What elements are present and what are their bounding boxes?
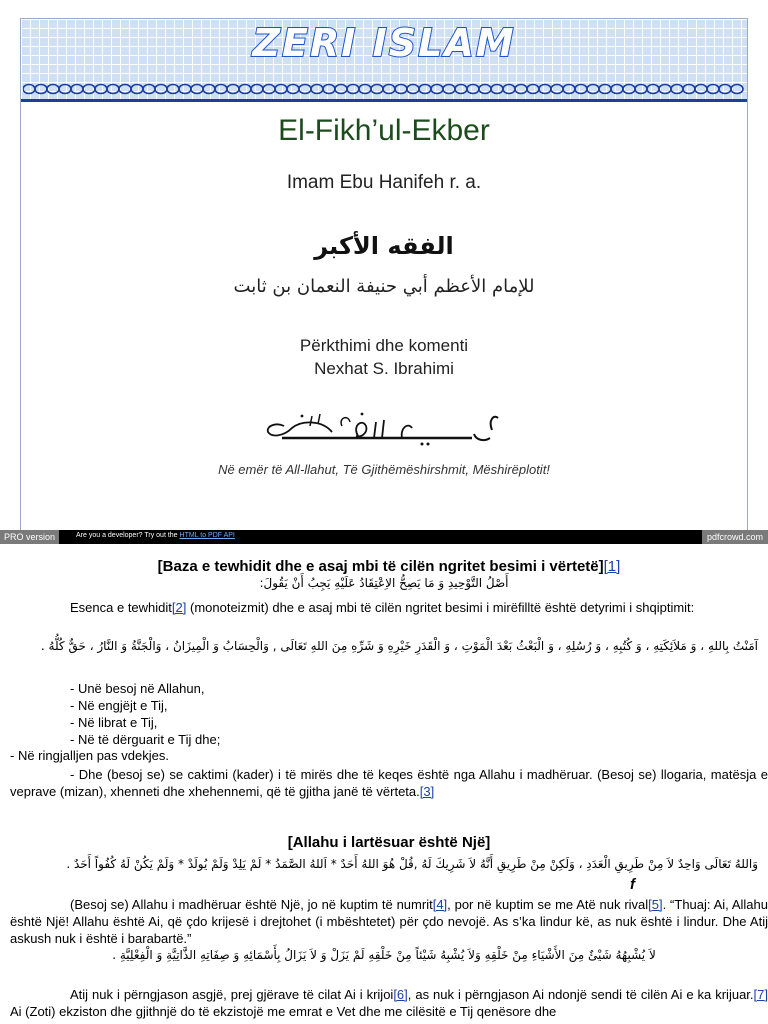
chain-link: [119, 85, 131, 94]
paragraph-text: Esenca e tewhidit: [70, 600, 172, 615]
banner-underline: [21, 99, 747, 102]
site-logo: ZERI ISLAM: [252, 21, 516, 65]
chain-link: [251, 85, 263, 94]
chain-link: [215, 85, 227, 94]
chain-link: [179, 85, 191, 94]
chain-link: [431, 85, 443, 94]
chain-link: [575, 85, 587, 94]
paragraph-text: , as nuk i përngjason Ai ndonjë sendi të cilën Ai e ka krijuar.: [407, 987, 754, 1002]
chain-link: [443, 85, 455, 94]
chain-link: [323, 85, 335, 94]
chain-link: [479, 85, 491, 94]
pdfcrowd-link[interactable]: pdfcrowd.com: [702, 530, 768, 544]
footnote-link-3[interactable]: [3]: [419, 784, 435, 799]
chain-link: [359, 85, 371, 94]
section-heading-oneness: [Allahu i lartësuar është Një]: [287, 834, 491, 851]
chain-link: [47, 85, 59, 94]
chain-link: [287, 85, 299, 94]
footnote-link-1[interactable]: [1]: [603, 558, 621, 575]
pdf-converter-bar: [0, 530, 768, 544]
chain-link: [371, 85, 383, 94]
basmala-calligraphy: [262, 408, 502, 450]
chain-link: [647, 85, 659, 94]
paragraph-text: Atij nuk i përngjason asgjë, prej gjërave të cilat Ai i krijoi: [70, 987, 394, 1002]
chain-link: [107, 85, 119, 94]
footnote-link-4[interactable]: [4]: [432, 897, 448, 912]
developer-note-text: Are you a developer? Try out the: [76, 532, 178, 539]
chain-link: [563, 85, 575, 94]
chain-link: [491, 85, 503, 94]
footnote-link-5[interactable]: [5]: [648, 897, 663, 912]
paragraph-text: - Dhe (besoj se) se caktimi (kader) i të mirës dhe të keqes është nga Allahu i madhëruar. (Besoj se) llogaria, matësja e veprave (mizan), xhenneti dhe xhehennemi, që të gjitha janë të vërteta.: [10, 767, 768, 799]
chain-link: [407, 85, 419, 94]
chain-link: [623, 85, 635, 94]
arabic-text-1: أَصْلُ التَّوْحِيدِ وَ مَا يَصِحُّ الاِعْتِقَادُ عَلَيْهِ يَجِبُ أَنْ يَقُولَ:: [259, 576, 509, 590]
chain-link: [227, 85, 239, 94]
section-heading-text: [Baza e tewhidit dhe e asaj mbi të cilën ngritet besimi i vërtetë]: [157, 558, 604, 575]
belief-list: [70, 680, 670, 748]
chain-link: [539, 85, 551, 94]
chain-link: [707, 85, 719, 94]
chain-link: [395, 85, 407, 94]
chain-link: [299, 85, 311, 94]
paragraph-text: (monoteizmit) dhe e asaj mbi të cilën ngritet besimi i mirëfilltë është detyrimi i shqiptimit:: [186, 600, 695, 615]
chain-link: [191, 85, 203, 94]
chain-link: [683, 85, 695, 94]
chain-link: [503, 85, 515, 94]
paragraph-text: . “Thuaj: Ai, Allahu është Një! Allahu është Ai, që çdo krijesë i drejtohet (i mbështetet) për çdo nevojë. As s’ka lindur kë, as nuk është i lindur. Dhe Atij askush nuk i është i barabartë.”: [10, 897, 768, 946]
footnote-link-6[interactable]: [6]: [393, 987, 408, 1002]
list-item: - Në ringjalljen pas vdekjes.: [10, 748, 169, 763]
basmala-translation: Në emër të All-llahut, Të Gjithëmëshirshmit, Mëshirëplotit!: [218, 462, 550, 477]
arabic-text-2: آمَنْتُ بِاللهِ ، وَ مَلاَئِكَتِهِ ، وَ كُتُبِهِ ، وَ رُسُلِهِ ، وَ الْبَعْثُ بَعْدَ الْمَوْتِ ، وَ الْقَدَرِ خَيْرِهِ وَ شَرِّهِ مِنَ اللهِ تَعَالَى , وَالْحِسَابُ وَ الْمِيزَانُ ، وَالْجَنَّةُ وَ النَّارُ ، حَقٌّ كُلُّهُ .: [40, 639, 758, 653]
chain-link: [95, 85, 107, 94]
arabic-subtitle: للإمام الأعظم أبي حنيفة النعمان بن ثابت: [233, 276, 535, 297]
chain-link: [515, 85, 527, 94]
footnote-link-7[interactable]: [7]: [753, 987, 768, 1002]
paragraph-text: , por në kuptim se me Atë nuk rival: [447, 897, 649, 912]
paragraph-resemblance: [10, 986, 768, 1020]
paragraph-text: (Besoj se) Allahu i madhëruar është Një, jo në kuptim të numrit: [70, 897, 433, 912]
footnote-link-2[interactable]: [2]: [171, 600, 187, 615]
chain-link: [419, 85, 431, 94]
paragraph-oneness: [10, 896, 768, 947]
chain-link: [23, 85, 35, 94]
list-item: - Në librat e Tij,: [70, 715, 158, 730]
chain-link: [275, 85, 287, 94]
chain-link: [203, 85, 215, 94]
chain-link: [719, 85, 731, 94]
pro-version-badge[interactable]: PRO version: [0, 530, 59, 544]
chain-link: [143, 85, 155, 94]
content-page: [0, 544, 768, 1024]
chain-link: [83, 85, 95, 94]
chain-link: [347, 85, 359, 94]
chain-link: [263, 85, 275, 94]
paragraph-kader: [10, 766, 768, 800]
developer-note: [76, 532, 235, 539]
list-item: - Në engjëjt e Tij,: [70, 698, 168, 713]
translator-name: Nexhat S. Ibrahimi: [314, 359, 454, 378]
section-heading-tewhid: [10, 558, 768, 575]
html-to-pdf-api-link[interactable]: HTML to PDF API: [179, 532, 235, 539]
chain-link: [239, 85, 251, 94]
chain-link: [311, 85, 323, 94]
chain-link: [551, 85, 563, 94]
chain-link: [599, 85, 611, 94]
chain-link: [455, 85, 467, 94]
chain-link: [35, 85, 47, 94]
chain-link: [695, 85, 707, 94]
chain-link: [59, 85, 71, 94]
chain-link: [155, 85, 167, 94]
arabic-text-3: وَاللهُ تَعَالَى وَاحِدٌ لاَ مِنْ طَرِيقِ الْعَدَدِ ، وَلَكِنْ مِنْ طَرِيقِ أَنَّهُ لاَ شَرِيكَ لَهُ ,قُلْ هُوَ اللهُ أَحَدٌ * اَللهُ الصَّمَدُ * لَمْ يَلِدْ وَلَمْ يُولَدْ * وَلَمْ يَكُنْ لَهُ كُفُواً أَحَدٌ .: [66, 857, 758, 871]
chain-link: [467, 85, 479, 94]
paragraph-essence: [10, 600, 768, 615]
arabic-title: الفقه الأكبر: [314, 232, 454, 260]
list-item: - Në të dërguarit e Tij dhe;: [70, 732, 221, 747]
translation-label: Përkthimi dhe komenti: [299, 336, 469, 355]
chain-link: [383, 85, 395, 94]
chain-link: [611, 85, 623, 94]
site-banner: [21, 19, 747, 99]
paragraph-text: Ai (Zoti) ekziston dhe gjithnjë do të ekzistojë me emrat e Vet dhe me cilësitë e Tij qenësore dhe: [10, 1004, 557, 1019]
chain-link: [71, 85, 83, 94]
book-author: Imam Ebu Hanifeh r. a.: [286, 172, 482, 193]
chain-link: [671, 85, 683, 94]
chain-ornament: [23, 81, 745, 97]
chain-link: [335, 85, 347, 94]
list-item: - Unë besoj në Allahun,: [70, 681, 205, 696]
arabic-glyph-mark: f: [630, 876, 635, 893]
arabic-text-4: لاَ يُشْبِهُهُ شَيْئٌ مِنَ الأَشْيَاءِ مِنْ خَلْقِهِ وَلاَ يُشْبِهُ شَيْئاً مِنْ خَلْقِهِ لَمْ يَزَلْ وَ لاَ يَزَالُ بِأَسْمَائِهِ وَ صِفَاتِهِ الذَّاتِيَّةِ وَ الْفِعْلِيَّةِ .: [112, 948, 656, 962]
chain-link: [587, 85, 599, 94]
chain-link: [731, 85, 743, 94]
chain-link: [167, 85, 179, 94]
chain-link: [659, 85, 671, 94]
chain-link: [635, 85, 647, 94]
chain-link: [527, 85, 539, 94]
book-title: El-Fikh’ul-Ekber: [278, 114, 490, 147]
chain-link: [131, 85, 143, 94]
